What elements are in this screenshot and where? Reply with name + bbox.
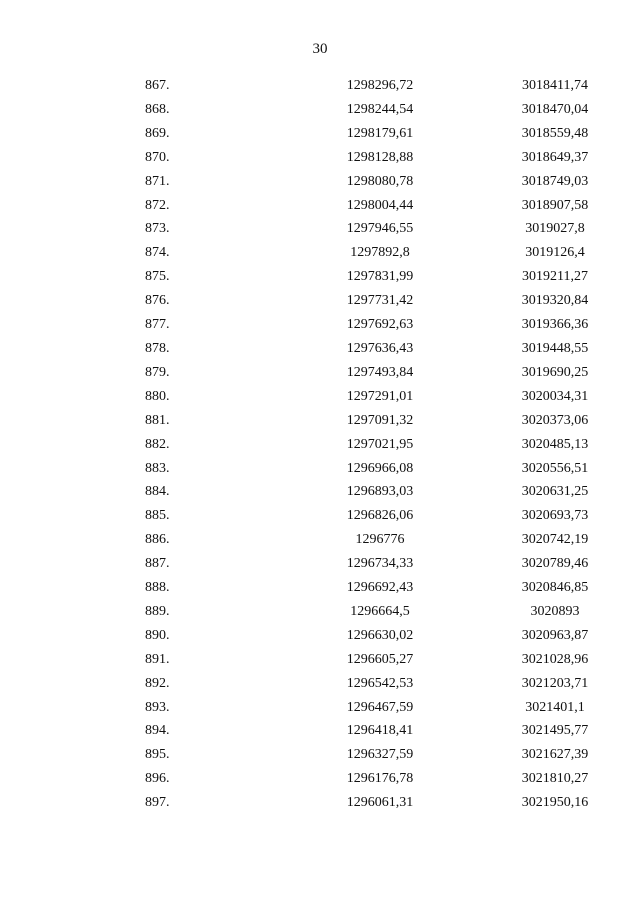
point-number: 885. (145, 508, 170, 524)
y-coordinate: 3021028,96 (521, 651, 589, 667)
x-coordinate: 1298128,88 (346, 149, 414, 165)
x-coordinate: 1297892,8 (350, 245, 410, 261)
point-number: 876. (145, 293, 170, 309)
point-number: 870. (145, 149, 170, 165)
y-coordinate: 3019027,8 (525, 221, 585, 237)
x-coordinate: 1297831,99 (346, 269, 414, 285)
y-coordinate: 3020034,31 (521, 388, 589, 404)
y-coordinate: 3021203,71 (521, 675, 589, 691)
x-coordinate: 1296605,27 (346, 651, 414, 667)
table-row (0, 791, 640, 815)
table-row (0, 480, 640, 504)
x-coordinate: 1297091,32 (346, 412, 414, 428)
point-number: 886. (145, 532, 170, 548)
y-coordinate: 3020846,85 (521, 580, 589, 596)
table-row (0, 696, 640, 720)
y-coordinate: 3020893 (530, 603, 580, 619)
point-number: 881. (145, 412, 170, 428)
x-coordinate: 1296966,08 (346, 460, 414, 476)
table-row (0, 433, 640, 457)
table-row (0, 624, 640, 648)
y-coordinate: 3019448,55 (521, 340, 589, 356)
x-coordinate: 1296418,41 (346, 723, 414, 739)
y-coordinate: 3018470,04 (521, 101, 589, 117)
point-number: 884. (145, 484, 170, 500)
y-coordinate: 3018559,48 (521, 125, 589, 141)
y-coordinate: 3018749,03 (521, 173, 589, 189)
coordinates-table-body (0, 74, 640, 815)
table-row (0, 122, 640, 146)
table-row (0, 409, 640, 433)
y-coordinate: 3021401,1 (525, 699, 585, 715)
table-row (0, 672, 640, 696)
point-number: 892. (145, 675, 170, 691)
point-number: 889. (145, 603, 170, 619)
point-number: 871. (145, 173, 170, 189)
table-row (0, 194, 640, 218)
page-number: 30 (312, 41, 328, 57)
y-coordinate: 3021627,39 (521, 747, 589, 763)
x-coordinate: 1298004,44 (346, 197, 414, 213)
y-coordinate: 3020742,19 (521, 532, 589, 548)
x-coordinate: 1298296,72 (346, 78, 414, 93)
y-coordinate: 3020631,25 (521, 484, 589, 500)
table-row (0, 528, 640, 552)
x-coordinate: 1296893,03 (346, 484, 414, 500)
table-row (0, 170, 640, 194)
table-row (0, 552, 640, 576)
x-coordinate: 1296176,78 (346, 771, 414, 787)
point-number: 868. (145, 101, 170, 117)
x-coordinate: 1296776 (355, 532, 405, 548)
y-coordinate: 3020556,51 (521, 460, 589, 476)
point-number: 874. (145, 245, 170, 261)
x-coordinate: 1297493,84 (346, 364, 414, 380)
y-coordinate: 3018649,37 (521, 149, 589, 165)
table-row (0, 74, 640, 98)
y-coordinate: 3018907,58 (521, 197, 589, 213)
x-coordinate: 1296467,59 (346, 699, 414, 715)
x-coordinate: 1297731,42 (346, 293, 414, 309)
table-row (0, 337, 640, 361)
x-coordinate: 1298244,54 (346, 101, 414, 117)
x-coordinate: 1296664,5 (350, 603, 410, 619)
table-row (0, 648, 640, 672)
point-number: 882. (145, 436, 170, 452)
point-number: 869. (145, 125, 170, 141)
point-number: 894. (145, 723, 170, 739)
x-coordinate: 1298080,78 (346, 173, 414, 189)
point-number: 883. (145, 460, 170, 476)
table-row (0, 361, 640, 385)
y-coordinate: 3020693,73 (521, 508, 589, 524)
x-coordinate: 1297291,01 (346, 388, 414, 404)
y-coordinate: 3020485,13 (521, 436, 589, 452)
x-coordinate: 1296734,33 (346, 556, 414, 572)
y-coordinate: 3020963,87 (521, 627, 589, 643)
y-coordinate: 3021950,16 (521, 795, 589, 811)
x-coordinate: 1296061,31 (346, 795, 414, 811)
table-row (0, 217, 640, 241)
point-number: 893. (145, 699, 170, 715)
table-row (0, 504, 640, 528)
table-row (0, 576, 640, 600)
y-coordinate: 3020373,06 (521, 412, 589, 428)
table-row (0, 265, 640, 289)
point-number: 873. (145, 221, 170, 237)
table-row (0, 313, 640, 337)
coordinates-table (0, 74, 640, 815)
x-coordinate: 1296826,06 (346, 508, 414, 524)
table-row (0, 767, 640, 791)
x-coordinate: 1297692,63 (346, 317, 414, 333)
point-number: 877. (145, 317, 170, 333)
y-coordinate: 3018411,74 (522, 78, 588, 93)
table-row (0, 385, 640, 409)
point-number: 880. (145, 388, 170, 404)
table-row (0, 146, 640, 170)
point-number: 895. (145, 747, 170, 763)
point-number: 887. (145, 556, 170, 572)
x-coordinate: 1296327,59 (346, 747, 414, 763)
x-coordinate: 1297946,55 (346, 221, 414, 237)
point-number: 896. (145, 771, 170, 787)
table-row (0, 289, 640, 313)
y-coordinate: 3021495,77 (521, 723, 589, 739)
table-row (0, 600, 640, 624)
point-number: 878. (145, 340, 170, 356)
x-coordinate: 1298179,61 (346, 125, 414, 141)
point-number: 888. (145, 580, 170, 596)
table-row (0, 719, 640, 743)
y-coordinate: 3021810,27 (521, 771, 589, 787)
y-coordinate: 3019320,84 (521, 293, 589, 309)
point-number: 891. (145, 651, 170, 667)
point-number: 867. (145, 78, 170, 93)
y-coordinate: 3019690,25 (521, 364, 589, 380)
y-coordinate: 3019211,27 (522, 269, 588, 285)
table-row (0, 743, 640, 767)
table-row (0, 241, 640, 265)
y-coordinate: 3019366,36 (521, 317, 589, 333)
table-row (0, 457, 640, 481)
point-number: 890. (145, 627, 170, 643)
x-coordinate: 1297021,95 (346, 436, 414, 452)
table-row (0, 98, 640, 122)
point-number: 897. (145, 795, 170, 811)
x-coordinate: 1297636,43 (346, 340, 414, 356)
x-coordinate: 1296692,43 (346, 580, 414, 596)
x-coordinate: 1296542,53 (346, 675, 414, 691)
y-coordinate: 3019126,4 (525, 245, 585, 261)
point-number: 879. (145, 364, 170, 380)
x-coordinate: 1296630,02 (346, 627, 414, 643)
y-coordinate: 3020789,46 (521, 556, 589, 572)
point-number: 875. (145, 269, 170, 285)
point-number: 872. (145, 197, 170, 213)
